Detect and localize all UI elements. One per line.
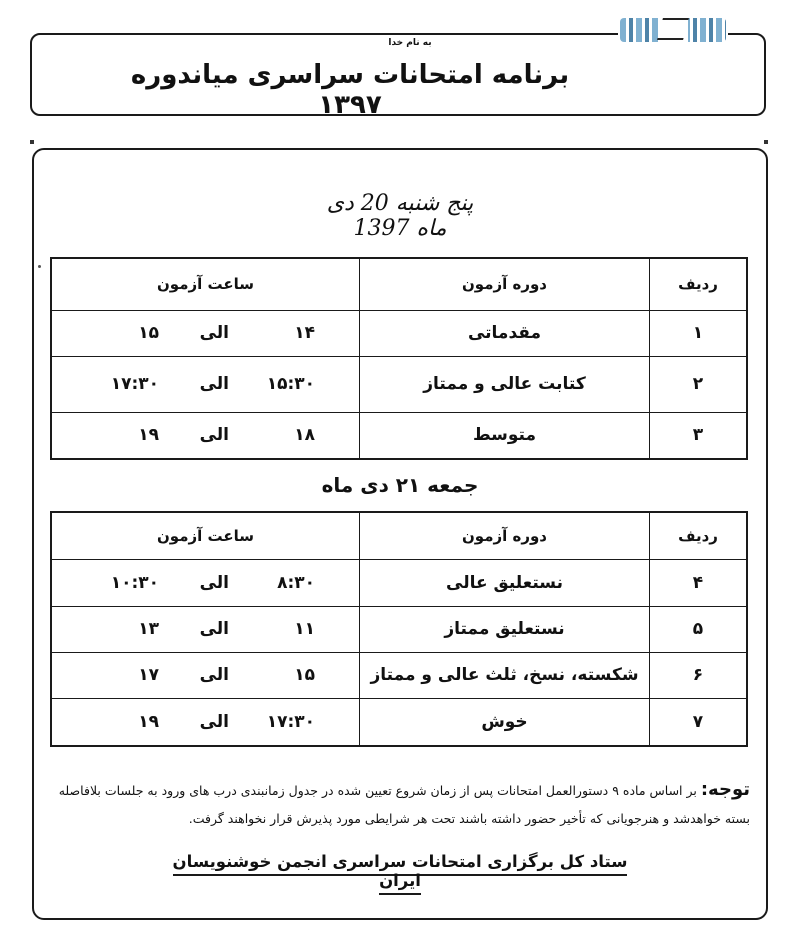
day2-table — [50, 511, 748, 747]
notice-text: بر اساس ماده ۹ دستورالعمل امتحانات پس از زمان شروع تعیین شده در جدول زمانبندی درب های ورود به جلسات بلافاصله بسته خواهدشد و هنرجویانی که تأخیر حضور داشته باشند تحت هر شرایطی مورد پذیرش قرار نخواهند گرفت. — [58, 783, 750, 826]
table-row — [51, 652, 747, 698]
time-ela: الی — [199, 665, 229, 685]
header-radif: ردیف — [650, 512, 748, 559]
time-ela: الی — [199, 572, 229, 593]
table-row — [51, 356, 747, 412]
row-time — [51, 310, 360, 356]
time-from: ۱۸ — [294, 425, 315, 446]
time-to: ۱۹ — [138, 425, 159, 446]
table-header-row — [51, 512, 747, 559]
row-dore: شکسته، نسخ، ثلث عالی و ممتاز — [360, 652, 650, 698]
row-time — [51, 698, 360, 746]
table-row — [51, 606, 747, 652]
table-row — [51, 559, 747, 606]
table-header-row — [51, 258, 747, 310]
row-radif: ۳ — [650, 412, 748, 459]
time-ela: الی — [199, 619, 229, 639]
row-dore: نستعلیق ممتاز — [360, 606, 650, 652]
time-to: ۱۷:۳۰ — [110, 374, 159, 394]
row-dore: خوش — [360, 698, 650, 746]
row-radif: ۲ — [650, 356, 748, 412]
row-dore: کتابت عالی و ممتاز — [360, 356, 650, 412]
footer-text: ستاد کل برگزاری امتحانات سراسری انجمن خوشنویسان ایران — [173, 852, 628, 895]
table-row — [51, 412, 747, 459]
row-time — [51, 559, 360, 606]
header-saat: ساعت آزمون — [51, 258, 360, 310]
notice-paragraph — [50, 776, 750, 833]
time-from: ۱۴ — [294, 323, 315, 343]
row-time — [51, 606, 360, 652]
row-radif: ۱ — [650, 310, 748, 356]
time-ela: الی — [199, 711, 229, 732]
header-dore: دوره آزمون — [360, 512, 650, 559]
row-radif: ۶ — [650, 652, 748, 698]
time-to: ۱۷ — [138, 665, 159, 685]
row-radif: ۷ — [650, 698, 748, 746]
day1-table — [50, 257, 748, 460]
notice-label: توجه: — [700, 779, 750, 800]
time-to: ۱۰:۳۰ — [110, 572, 159, 593]
header-radif: ردیف — [650, 258, 748, 310]
time-from: ۸:۳۰ — [277, 572, 315, 593]
row-dore: نستعلیق عالی — [360, 559, 650, 606]
time-to: ۱۳ — [138, 619, 159, 639]
row-dore: مقدماتی — [360, 310, 650, 356]
footer-signature — [170, 852, 630, 890]
table-row — [51, 698, 747, 746]
header-saat: ساعت آزمون — [51, 512, 360, 559]
table-row — [51, 310, 747, 356]
day2-date: جمعه ۲۱ دی ماه — [321, 473, 479, 497]
page-title: برنامه امتحانات سراسری میاندوره ۱۳۹۷ — [130, 60, 570, 120]
time-ela: الی — [199, 374, 229, 394]
time-ela: الی — [199, 425, 229, 446]
row-radif: ۴ — [650, 559, 748, 606]
time-from: ۱۷:۳۰ — [266, 711, 315, 732]
time-from: ۱۵:۳۰ — [266, 374, 315, 394]
row-time — [51, 652, 360, 698]
time-from: ۱۱ — [294, 619, 315, 639]
row-radif: ۵ — [650, 606, 748, 652]
corner-mark — [30, 140, 34, 144]
time-to: ۱۵ — [138, 323, 159, 343]
time-from: ۱۵ — [294, 665, 315, 685]
row-time — [51, 412, 360, 459]
time-ela: الی — [199, 323, 229, 343]
corner-mark — [764, 140, 768, 144]
header-dore: دوره آزمون — [360, 258, 650, 310]
row-dore: متوسط — [360, 412, 650, 459]
besmellah-text: به نام خدا — [388, 38, 432, 48]
association-logo — [618, 6, 728, 50]
time-to: ۱۹ — [138, 711, 159, 732]
row-time — [51, 356, 360, 412]
day1-date: پنج شنبه 20 دی ماه 1397 — [326, 191, 474, 241]
